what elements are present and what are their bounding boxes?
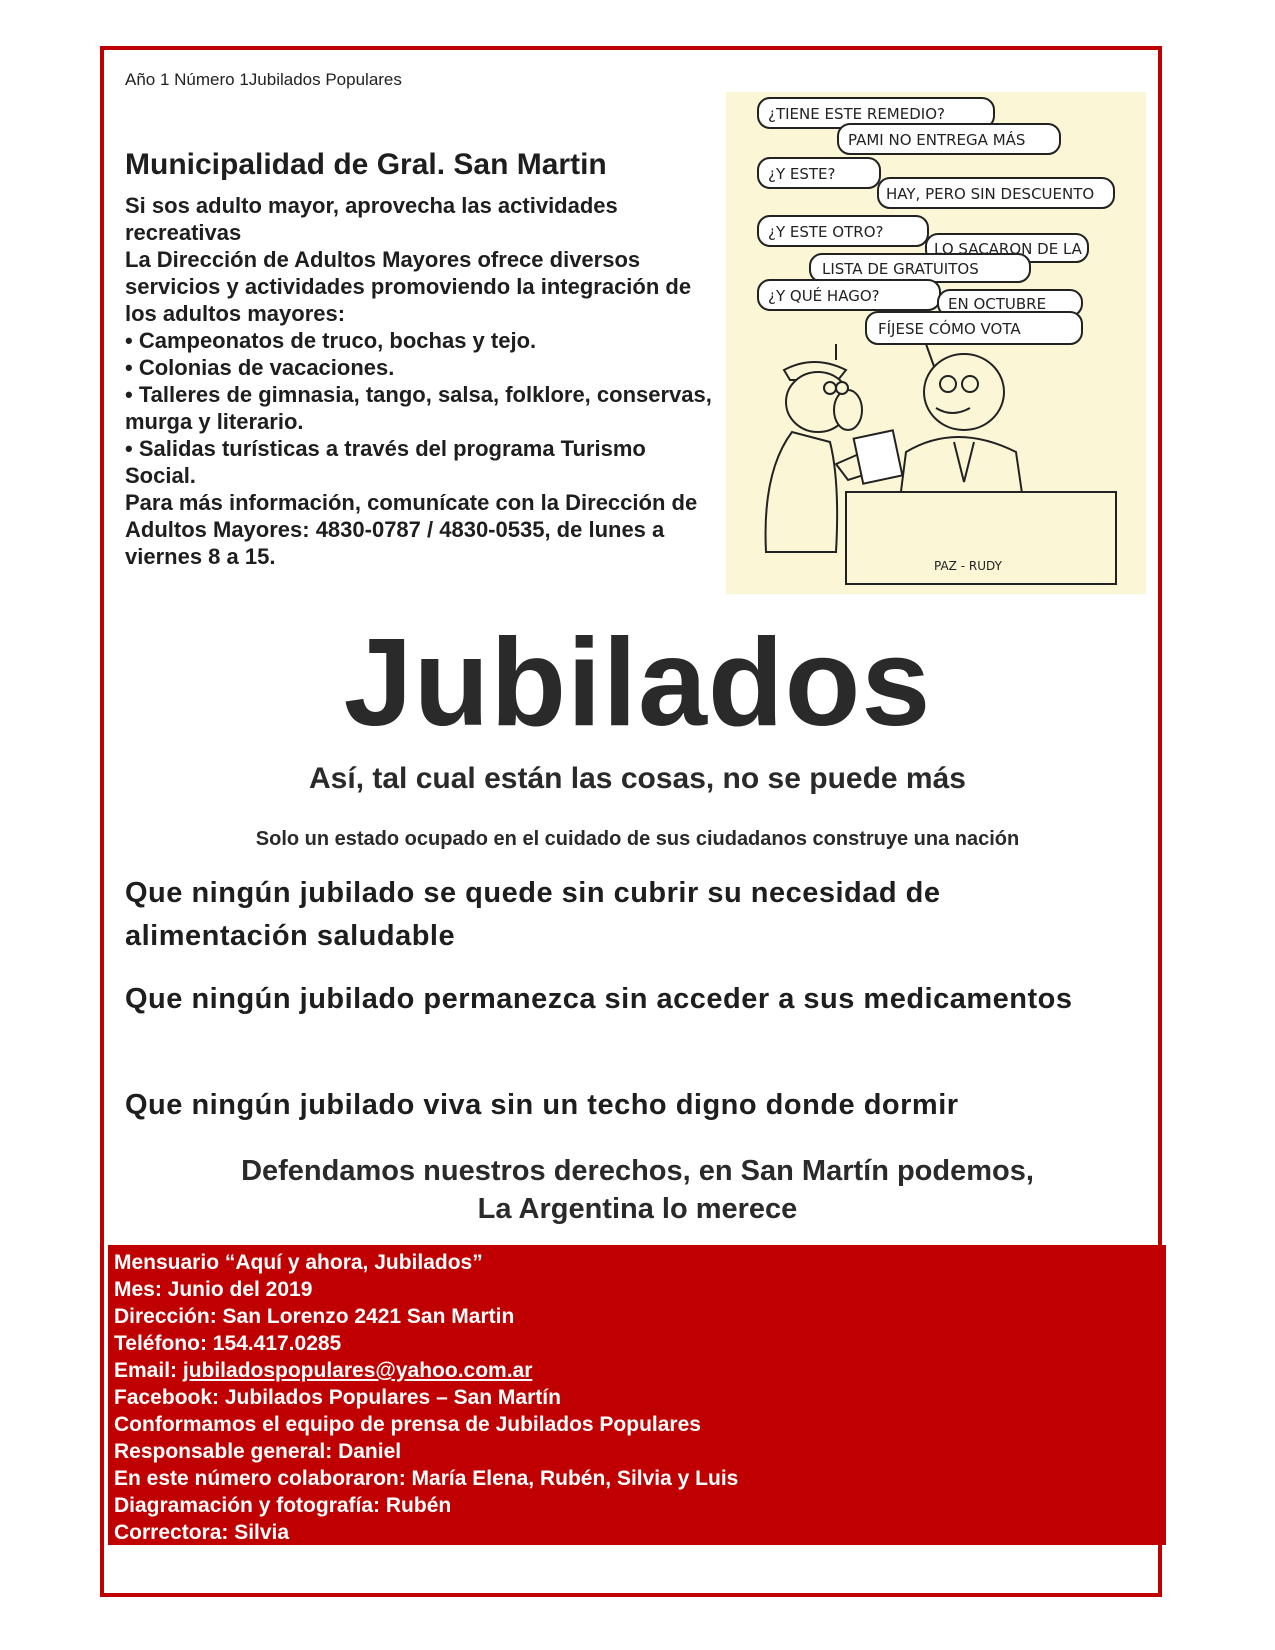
bubble-text: ¿Y ESTE OTRO? — [768, 223, 884, 241]
municipality-line: • Salidas turísticas a través del programa Turismo Social. — [125, 436, 646, 488]
municipality-title: Municipalidad de Gral. San Martin — [125, 148, 607, 181]
demand-text: Que ningún jubilado se quede sin cubrir su necesidad de alimentación saludable — [125, 877, 941, 952]
closing-line: Defendamos nuestros derechos, en San Martín podemos, — [241, 1155, 1034, 1187]
email-label: Email: — [114, 1359, 183, 1382]
bubble-text: LO SACARON DE LA — [934, 240, 1082, 258]
demand-text: Que ningún jubilado permanezca sin acceder a sus medicamentos — [125, 983, 1073, 1015]
bubble-text: EN OCTUBRE — [948, 295, 1047, 313]
municipality-line: Para más información, comunícate con la Dirección de Adultos Mayores: 4830-0787 / 4830-0535, de lunes a viernes 8 a 15. — [125, 490, 698, 569]
issue-line: Año 1 Número 1Jubilados Populares — [125, 70, 402, 89]
footer-line: Dirección: San Lorenzo 2421 San Martin — [114, 1305, 515, 1328]
footer-email-line — [114, 1357, 1160, 1384]
municipality-line: • Talleres de gimnasia, tango, salsa, folklore, conservas, murga y literario. — [125, 382, 712, 434]
cartoon-svg — [726, 92, 1146, 594]
bubble-text: FÍJESE CÓMO VOTA — [878, 320, 1021, 338]
bubble-text: ¿TIENE ESTE REMEDIO? — [768, 105, 945, 123]
main-title: Jubilados — [343, 614, 932, 752]
demand-text: Que ningún jubilado viva sin un techo digno donde dormir — [125, 1089, 959, 1121]
footer-credits — [108, 1245, 1166, 1545]
bubble-text: ¿Y QUÉ HAGO? — [768, 287, 880, 305]
subtitle: Así, tal cual están las cosas, no se puede más — [309, 762, 966, 795]
municipality-line: Si sos adulto mayor, aprovecha las actividades recreativas — [125, 193, 618, 245]
tagline: Solo un estado ocupado en el cuidado de sus ciudadanos construye una nación — [255, 828, 1020, 850]
closing-message — [0, 1152, 1275, 1228]
cartoon-illustration — [726, 92, 1146, 594]
municipality-body — [125, 192, 715, 570]
bubble-text: ¿Y ESTE? — [768, 165, 836, 183]
footer-line: En este número colaboraron: María Elena, Rubén, Silvia y Luis — [114, 1467, 739, 1490]
municipality-line: • Campeonatos de truco, bochas y tejo. — [125, 328, 537, 353]
closing-line: La Argentina lo merece — [477, 1193, 798, 1225]
bubble-text: HAY, PERO SIN DESCUENTO — [886, 185, 1095, 203]
footer-line: Responsable general: Daniel — [114, 1440, 402, 1463]
footer-line: Mensuario “Aquí y ahora, Jubilados” — [114, 1251, 483, 1274]
cartoon-signature: PAZ - RUDY — [934, 559, 1002, 573]
footer-line: Facebook: Jubilados Populares – San Martín — [114, 1386, 561, 1409]
footer-line: Conformamos el equipo de prensa de Jubilados Populares — [114, 1413, 701, 1436]
footer-line: Diagramación y fotografía: Rubén — [114, 1494, 452, 1517]
footer-line: Correctora: Silvia — [114, 1521, 290, 1544]
municipality-line: • Colonias de vacaciones. — [125, 355, 395, 380]
municipality-line: La Dirección de Adultos Mayores ofrece diversos servicios y actividades promoviendo la integración de los adultos mayores: — [125, 247, 692, 326]
email-link[interactable]: jubiladospopulares@yahoo.com.ar — [182, 1359, 533, 1382]
footer-line: Teléfono: 154.417.0285 — [114, 1332, 342, 1355]
footer-line: Mes: Junio del 2019 — [114, 1278, 313, 1301]
bubble-text: PAMI NO ENTREGA MÁS — [848, 131, 1026, 149]
bubble-text: LISTA DE GRATUITOS — [822, 260, 979, 278]
